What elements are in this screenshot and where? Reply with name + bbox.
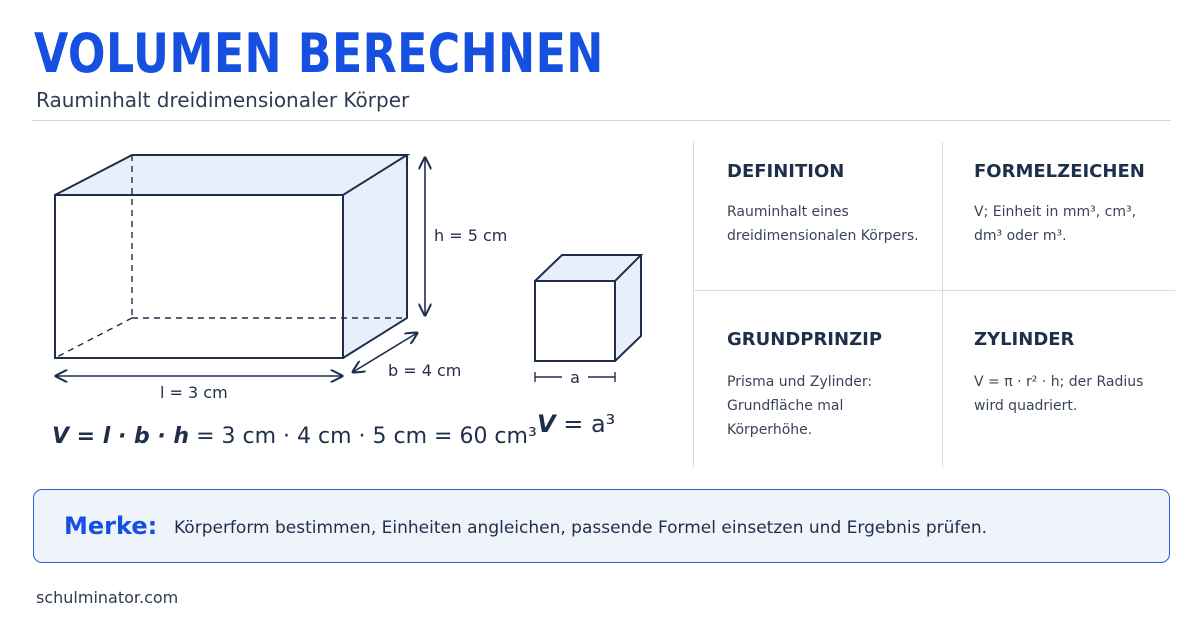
cube-formula: [537, 410, 615, 438]
page-subtitle: Rauminhalt dreidimensionaler Körper: [36, 88, 410, 112]
cube-formula-var: V: [537, 410, 556, 438]
formelzeichen-text: V; Einheit in mm³, cm³, dm³ oder m³.: [974, 204, 1137, 244]
cuboid-formula: [52, 424, 537, 449]
cube-front-face: [535, 281, 615, 361]
definition-heading: DEFINITION: [727, 161, 845, 182]
cube-shape: [535, 255, 641, 361]
height-label: h = 5 cm: [434, 226, 508, 245]
cuboid-shape: [55, 155, 407, 358]
length-label: l = 3 cm: [160, 383, 228, 402]
grundprinzip-heading: GRUNDPRINZIP: [727, 329, 883, 350]
cuboid-front-face: [55, 195, 343, 358]
grid-divider-horizontal: [693, 290, 1175, 291]
cube-formula-expr: = a³: [555, 410, 616, 438]
shapes-figure: [0, 0, 700, 480]
page-title: VOLUMEN BERECHNEN: [34, 22, 604, 85]
cuboid-formula-values: = 3 cm · 4 cm · 5 cm = 60 cm³: [189, 424, 537, 449]
definition-text: Rauminhalt eines dreidimensionalen Körpers.: [727, 204, 919, 244]
zylinder-heading: ZYLINDER: [974, 329, 1075, 350]
formelzeichen-heading: FORMELZEICHEN: [974, 161, 1145, 182]
depth-label: b = 4 cm: [388, 361, 462, 380]
zylinder-text: V = π · r² · h; der Radius wird quadriert.: [974, 374, 1144, 414]
grid-divider-left: [693, 142, 694, 467]
grid-divider-middle: [942, 142, 943, 467]
footer-site: schulminator.com: [36, 588, 179, 607]
merke-label: Merke:: [64, 512, 158, 540]
cube-edge-label: a: [570, 368, 580, 387]
cuboid-formula-vars: V = l · b · h: [52, 424, 190, 449]
grundprinzip-text: Prisma und Zylinder: Grundfläche mal Körperhöhe.: [727, 374, 873, 438]
merke-text: Körperform bestimmen, Einheiten angleichen, passende Formel einsetzen und Ergebnis prüfen.: [174, 518, 988, 538]
